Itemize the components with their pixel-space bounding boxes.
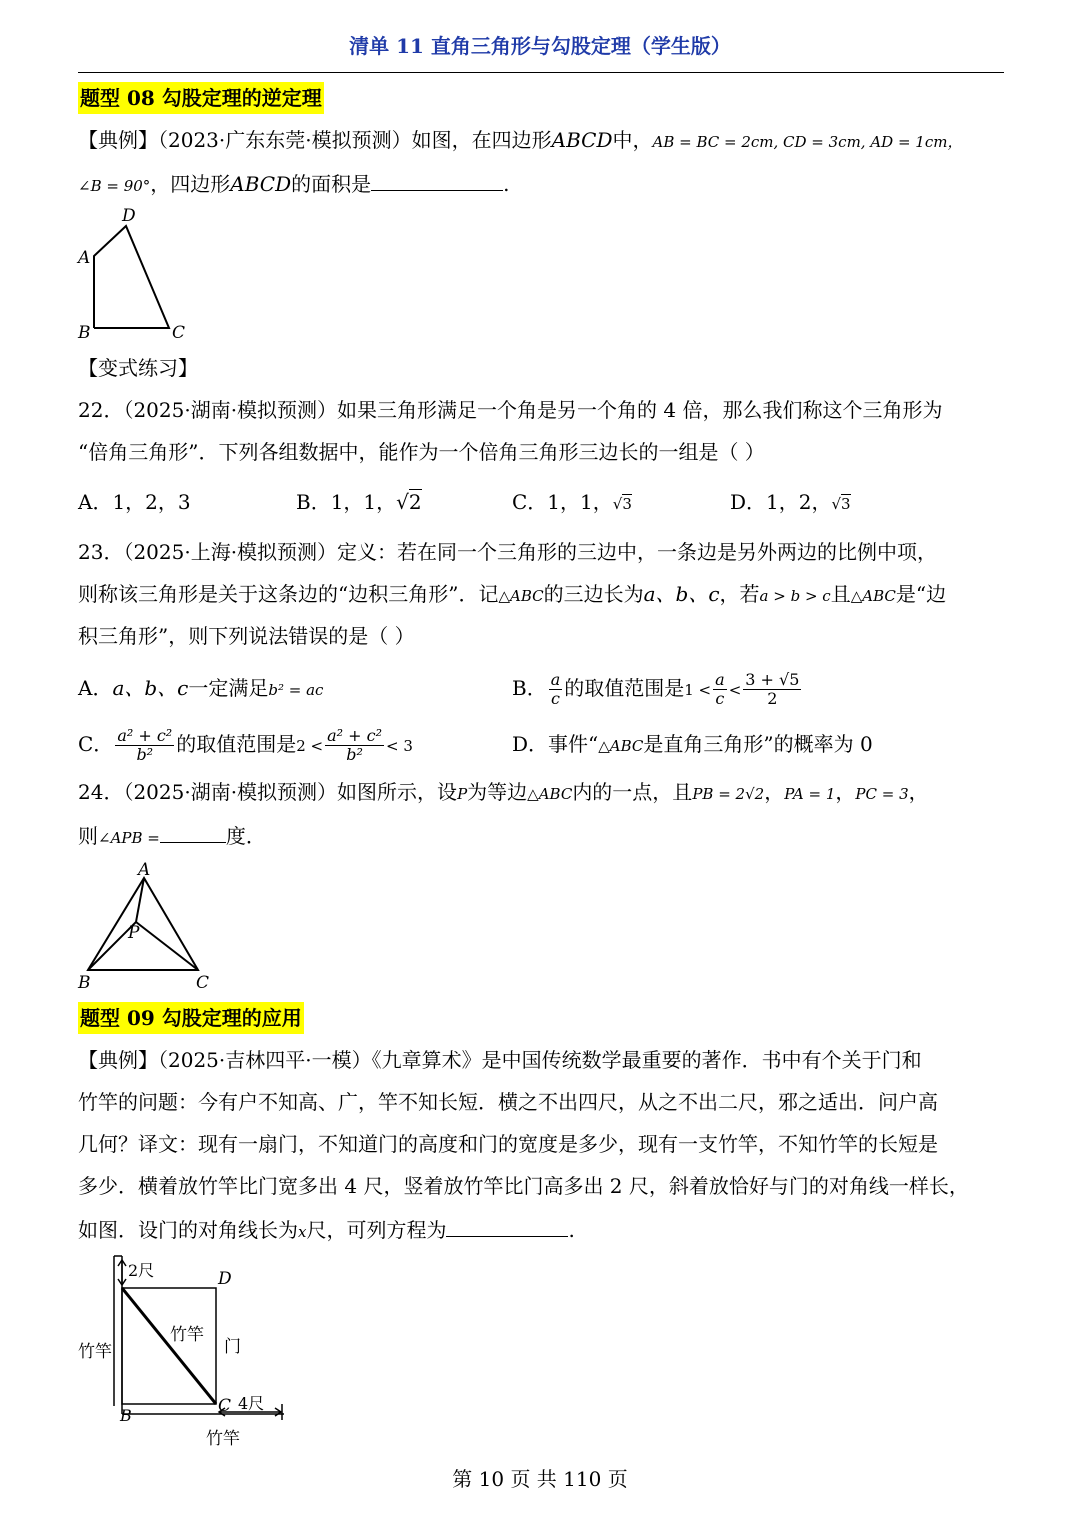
fig-label-c: C (172, 323, 186, 343)
q23-option-c-frac (115, 727, 174, 764)
sqrt-sign: √ (831, 495, 842, 513)
q24-line2 (78, 822, 266, 852)
variant-title: 【变式练习】 (78, 356, 198, 380)
q22-option-d-rad: 3 (841, 495, 851, 513)
quadrilateral-abcd-figure (74, 204, 194, 344)
q23-line2-e: 是“边 (895, 582, 947, 606)
q23-ineq: a > b > c (759, 587, 831, 605)
q24-sep1: ， (764, 780, 785, 804)
q24-tri: △ABC (527, 785, 573, 803)
fig-label-pole-bottom: 竹竿 (206, 1429, 240, 1449)
q22-option-a: A．1，2，3 (78, 490, 191, 514)
q23-option-c-lt: 2 < (296, 737, 324, 755)
fig-label-pole-diag: 竹竿 (170, 1325, 204, 1345)
q23-tri2: △ABC (850, 587, 896, 605)
fig-label-door: 门 (224, 1337, 241, 1357)
q23-line2-c: ，若 (719, 582, 760, 606)
fig-label-a: A (78, 248, 91, 268)
q24-pa: PA = 1 (784, 785, 836, 803)
pole-diagonal (122, 1288, 216, 1404)
fig-label-p: P (128, 923, 140, 943)
q23-line1: 23．（2025·上海·模拟预测）定义：若在同一个三角形的三边中，一条边是另外两边的比例中项， (78, 540, 938, 564)
frac-den: b² (136, 745, 154, 764)
example-09-line5-a: 如图．设门的对角线长为 (78, 1218, 298, 1242)
q23-option-c-label: C． (78, 732, 114, 756)
answer-blank (160, 822, 226, 843)
q22-option-c-text: C．1，1， (512, 490, 613, 514)
fig-label-b: B (120, 1406, 132, 1425)
q24-pc: PC = 3 (855, 785, 909, 803)
q23-option-d (512, 730, 873, 760)
example-08-abcd: ABCD (551, 128, 613, 152)
q23-option-b-lt: 1 < (684, 681, 712, 699)
fig-label-4chi: 4尺 (238, 1394, 265, 1413)
frac-den: c (550, 689, 560, 708)
frac-den: 2 (767, 689, 778, 708)
fig-label-d: D (122, 206, 136, 226)
q24-line1-a: 24．（2025·湖南·模拟预测）如图所示，设 (78, 780, 458, 804)
q24-sep3: ， (908, 780, 929, 804)
example-08-angle: ∠B = 90° (78, 177, 151, 195)
triangle-abc-figure (74, 858, 224, 994)
example-09-line2: 竹竿的问题：今有户不知高、广，竿不知长短．横之不出四尺，从之不出二尺，邪之适出．问户高 (78, 1090, 938, 1114)
frac-num: 3 + √5 (745, 670, 800, 689)
example-09-x: x (298, 1223, 307, 1241)
q23-option-b-frac2 (713, 671, 727, 708)
example-08-line2-mid: ，四边形 (150, 172, 231, 196)
q22-option-c-rad: 3 (622, 495, 632, 513)
frac-num: a (715, 670, 725, 689)
q24-pb: PB = 2√2 (692, 785, 765, 803)
q24-line1 (78, 778, 929, 808)
example-08-line2 (78, 170, 510, 200)
q23-option-b-label: B． (512, 676, 547, 700)
q23-option-b-text: 的取值范围是 (564, 676, 685, 700)
q24-line2-a: 则 (78, 824, 98, 848)
q23-line2-b: 的三边长为 (543, 582, 644, 606)
q23-option-d-label: D．事件“ (512, 732, 599, 756)
example-08-period: . (503, 172, 510, 196)
example-08-line1 (78, 126, 962, 156)
q24-p: P (457, 785, 468, 803)
fig-label-2chi: 2尺 (128, 1261, 155, 1280)
example-09-period: . (568, 1218, 575, 1242)
fig-label-d: D (218, 1269, 232, 1289)
q23-abc: a、b、c (643, 582, 720, 606)
example-09-line5 (78, 1216, 575, 1246)
q24-line2-b: 度． (225, 824, 266, 848)
q23-option-a-eq: b² = ac (268, 681, 324, 699)
q23-line2 (78, 580, 946, 610)
section-title-08: 题型 08 勾股定理的逆定理 (78, 82, 324, 114)
q22-option-d-text: D．1，2， (730, 490, 832, 514)
example-08-line2-end: 的面积是 (291, 172, 372, 196)
fig-label-b: B (78, 323, 91, 343)
example-08-mid: 中， (612, 128, 653, 152)
sqrt-sign: √ (396, 490, 409, 514)
header-rule (78, 72, 1004, 73)
q23-option-c-frac2 (325, 727, 384, 764)
q23-option-a-text: 一定满足 (188, 676, 269, 700)
q24-angle: ∠APB = (98, 829, 160, 847)
quadrilateral-shape (94, 226, 169, 328)
fig-label-a: A (138, 860, 151, 880)
q23-option-d-text: 是直角三角形”的概率为 0 (643, 732, 873, 756)
fig-label-pole-left: 竹竿 (78, 1342, 112, 1362)
answer-blank (371, 170, 503, 191)
q23-option-a-vars: a、b、c (112, 676, 189, 700)
frac-num: a (550, 670, 561, 689)
q24-line1-c: 内的一点，且 (572, 780, 693, 804)
q23-line3: 积三角形”，则下列说法错误的是（ ） (78, 624, 415, 648)
q24-line1-b: 为等边 (467, 780, 528, 804)
page-header-title: 清单 11 直角三角形与勾股定理（学生版） (349, 34, 731, 58)
example-08-conds: AB = BC = 2cm, CD = 3cm, AD = 1cm， (652, 133, 963, 151)
example-09-line3: 几何？译文：现有一扇门，不知道门的高度和门的宽度是多少，现有一支竹竿，不知竹竿的长短是 (78, 1132, 938, 1156)
example-08-line2-abcd: ABCD (230, 172, 292, 196)
q23-option-b-lt2: < (728, 681, 742, 699)
example-09-line4: 多少．横着放竹竿比门宽多出 4 尺，竖着放竹竿比门高多出 2 尺，斜着放恰好与门的对角线一样长， (78, 1174, 969, 1198)
q23-line2-a: 则称该三角形是关于这条边的“边积三角形”．记 (78, 582, 499, 606)
q23-option-c (78, 716, 413, 774)
segment-pc (136, 922, 198, 970)
q23-option-c-text: 的取值范围是 (176, 732, 297, 756)
section-title-09: 题型 09 勾股定理的应用 (78, 1002, 304, 1034)
q23-option-a (78, 674, 323, 704)
q23-option-a-label: A． (78, 676, 113, 700)
q22-option-b-text: B．1，1， (296, 490, 397, 514)
frac-den: b² (346, 745, 363, 764)
q22-option-c (512, 488, 632, 518)
q23-option-b-frac3 (743, 671, 801, 708)
example-09-line1: 【典例】（2025·吉林四平·一模）《九章算术》是中国传统数学最重要的著作．书中有个关于门和 (78, 1048, 922, 1072)
q22-option-b (296, 488, 422, 516)
page-number: 第 10 页 共 110 页 (452, 1467, 628, 1491)
q23-option-d-tri: △ABC (598, 737, 644, 755)
door-pole-figure (74, 1254, 304, 1450)
q22-option-d (730, 488, 851, 518)
q24-sep2: ， (835, 780, 856, 804)
q23-line2-d: 且 (830, 582, 851, 606)
sqrt-sign: √ (612, 495, 623, 513)
q22-line1: 22．（2025·湖南·模拟预测）如果三角形满足一个角是另一个角的 4 倍，那么我们称这个三角形为 (78, 398, 943, 422)
example-09-line5-b: 尺，可列方程为 (306, 1218, 447, 1242)
frac-den: c (715, 689, 725, 708)
answer-blank (446, 1216, 568, 1237)
fig-label-b: B (78, 973, 91, 993)
q23-tri1: △ABC (498, 587, 544, 605)
fig-label-c: C (196, 973, 210, 993)
example-08-prefix: 【典例】（2023·广东东莞·模拟预测）如图，在四边形 (78, 128, 552, 152)
frac-num: a² + c² (117, 726, 173, 745)
q23-option-c-lt2: < 3 (386, 737, 413, 755)
frac-num: a² + c² (327, 726, 383, 745)
fig-label-c: C (218, 1396, 232, 1416)
q22-option-b-rad: 2 (408, 490, 422, 514)
q23-option-b-frac (549, 671, 563, 708)
q22-line2: “倍角三角形”．下列各组数据中，能作为一个倍角三角形三边长的一组是（ ） (78, 440, 765, 464)
q23-option-b (512, 660, 803, 718)
